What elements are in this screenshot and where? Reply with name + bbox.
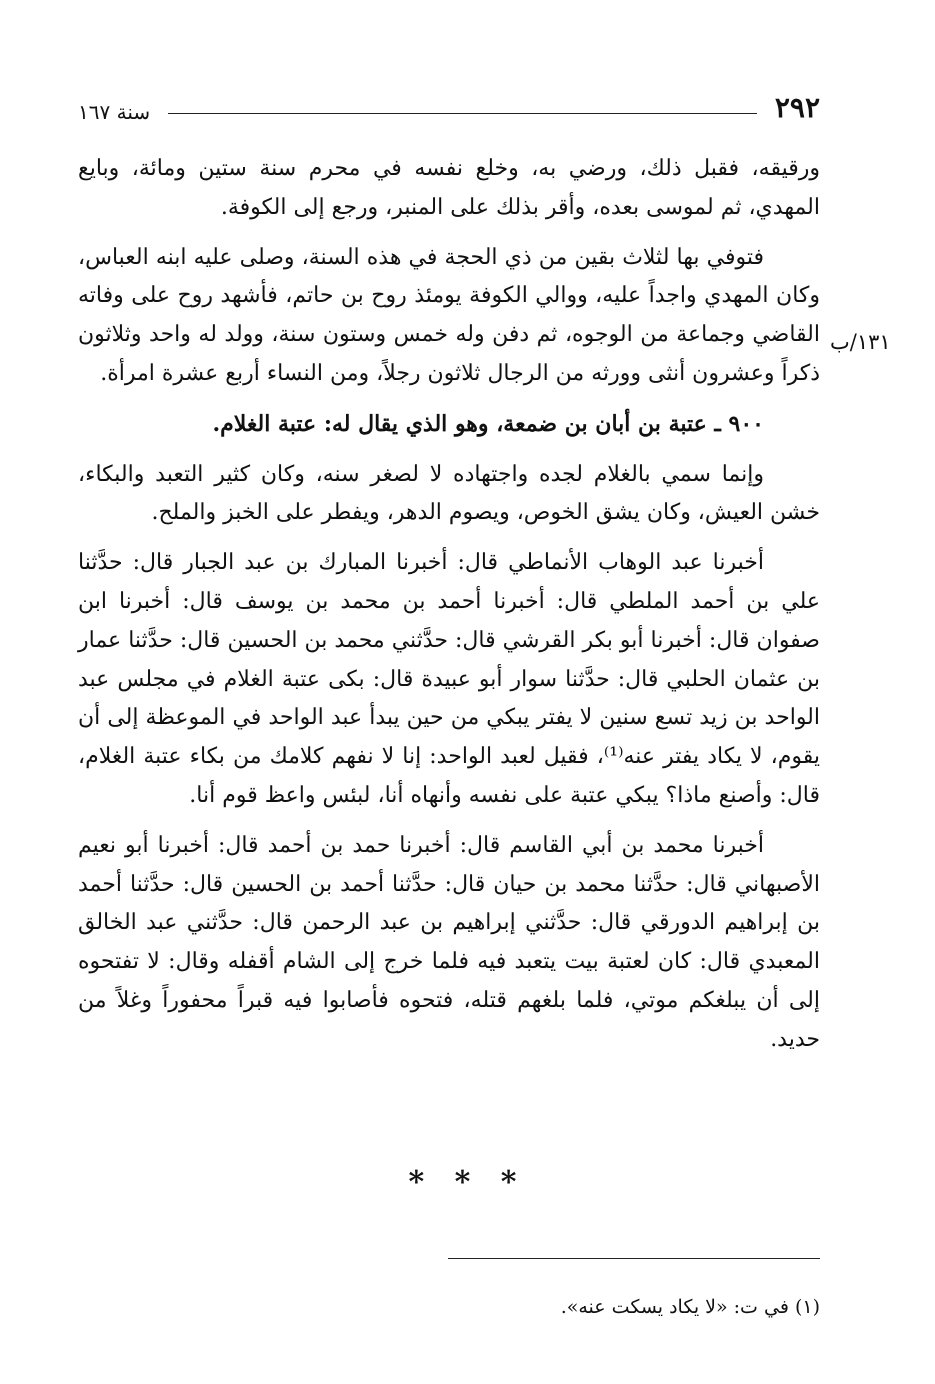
header-rule — [168, 113, 757, 114]
margin-folio-note: ١٣١/ب — [830, 330, 891, 354]
main-text — [78, 150, 820, 1071]
footnote: (١) في ت: «لا يكاد يسكت عنه». — [560, 1296, 820, 1318]
paragraph-2: فتوفي بها لثلاث بقين من ذي الحجة في هذه السنة، وصلى عليه ابنه العباس، وكان المهدي واجداً عليه، ووالي الكوفة يومئذ روح بن حاتم، فأشهد روح على وفاته القاضي وجماعة من الوجوه، ثم دفن وله خمس وستون سنة، وولد له واحد وثلاثون ذكراً وعشرون أنثى وورثه من الرجال ثلاثون رجلاً، ومن النساء أربع عشرة امرأة. — [78, 244, 820, 386]
paragraph-3: وإنما سمي بالغلام لجده واجتهاده لا لصغر سنه، وكان كثير التعبد والبكاء، خشن العيش، وكان يشق الخوص، ويصوم الدهر، ويفطر على الخبز والملح. — [78, 461, 820, 526]
paragraph-1: ورقيقه، فقبل ذلك، ورضي به، وخلع نفسه في محرم سنة ستين ومائة، وبايع المهدي، ثم لموسى بعده، وأقر بذلك على المنبر، ورجع إلى الكوفة. — [78, 156, 820, 220]
section-separator: * * * — [408, 1165, 527, 1200]
paragraph-5: أخبرنا محمد بن أبي القاسم قال: أخبرنا حمد بن أحمد قال: أخبرنا أبو نعيم الأصبهاني قال: حدَّثنا محمد بن حيان قال: حدَّثنا أحمد بن الحسين قال: حدَّثنا أحمد بن إبراهيم الدورقي قال: حدَّثني إبراهيم بن عبد الرحمن قال: حدَّثني عبد الخالق المعبدي قال: كان لعتبة بيت يتعبد فيه فلما خرج إلى الشام أقفله وقال: لا تفتحوه إلى أن يبلغكم موتي، فلما بلغهم قتله، فتحوه فأصابوا فيه قبراً محفوراً وغلاً من حديد. — [78, 832, 820, 1052]
page-header — [78, 82, 820, 122]
footnote-rule — [448, 1258, 820, 1259]
paragraph-4: أخبرنا عبد الوهاب الأنماطي قال: أخبرنا المبارك بن عبد الجبار قال: حدَّثنا علي بن أحمد الملطي قال: أخبرنا أحمد بن محمد بن يوسف قال: أخبرنا ابن صفوان قال: أخبرنا أبو بكر القرشي قال: حدَّثني محمد بن الحسين قال: حدَّثنا عمار بن عثمان الحلبي قال: حدَّثنا سوار أبو عبيدة قال: بكى عتبة الغلام في مجلس عبد الواحد بن زيد تسع سنين لا يفتر يبكي من حين يبدأ عبد الواحد في الموعظة إلى أن يقوم، لا يكاد يفتر عنه⁽¹⁾، فقيل لعبد الواحد: إنا لا نفهم كلامك من بكاء عتبة الغلام، قال: وأصنع ماذا؟ يبكي عتبة على نفسه وأنهاه أنا، لبئس واعظ قوم أنا. — [78, 550, 820, 808]
page-number: ٢٩٢ — [774, 91, 820, 124]
entry-heading: ٩٠٠ ـ عتبة بن أبان بن ضمعة، وهو الذي يقال له: عتبة الغلام. — [212, 410, 764, 437]
running-head: سنة ١٦٧ — [78, 100, 151, 124]
